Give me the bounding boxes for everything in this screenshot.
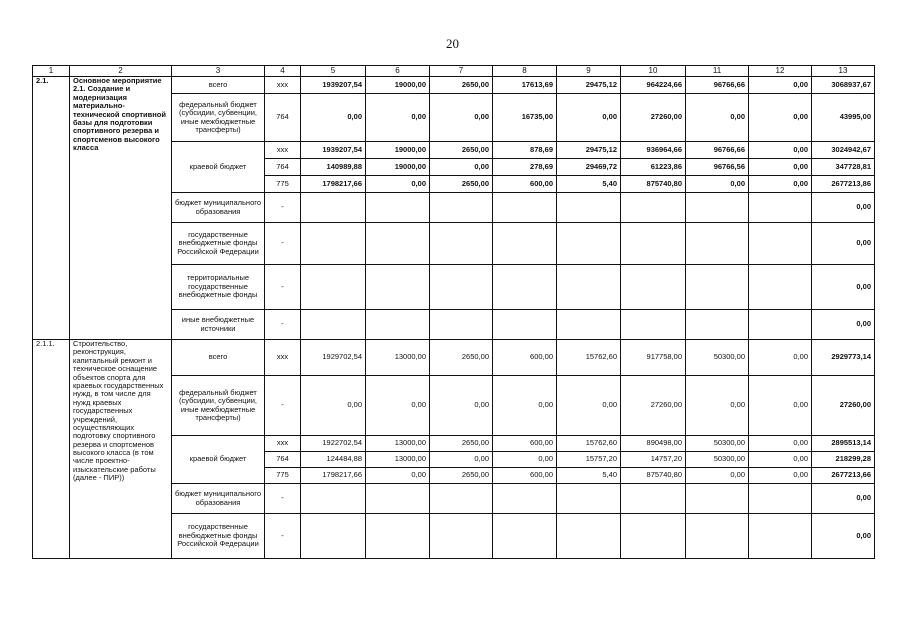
funding-source: федеральный бюджет (субсидии, субвенции, иные межбюджетные трансферты) <box>172 94 265 142</box>
value-cell <box>301 514 366 559</box>
total-cell: 2677213,86 <box>812 176 875 193</box>
value-cell: 278,69 <box>493 159 557 176</box>
value-cell <box>749 310 812 340</box>
value-cell: 0,00 <box>301 376 366 436</box>
value-cell <box>366 193 430 223</box>
value-cell: 13000,00 <box>366 436 430 452</box>
funding-source: федеральный бюджет (субсидии, субвенции, иные межбюджетные трансферты) <box>172 376 265 436</box>
value-cell: 2650,00 <box>430 142 493 159</box>
budget-code: xxx <box>265 77 301 94</box>
value-cell: 96766,56 <box>686 159 749 176</box>
value-cell: 29469,72 <box>557 159 621 176</box>
value-cell <box>301 223 366 265</box>
value-cell: 124484,88 <box>301 452 366 468</box>
value-cell: 0,00 <box>749 452 812 468</box>
value-cell: 15757,20 <box>557 452 621 468</box>
value-cell: 27260,00 <box>621 94 686 142</box>
value-cell: 600,00 <box>493 468 557 484</box>
value-cell: 0,00 <box>366 176 430 193</box>
value-cell <box>301 193 366 223</box>
column-header: 4 <box>265 66 301 77</box>
funding-source: всего <box>172 340 265 376</box>
column-header: 1 <box>33 66 70 77</box>
column-header: 5 <box>301 66 366 77</box>
value-cell <box>430 193 493 223</box>
value-cell: 140989,88 <box>301 159 366 176</box>
value-cell <box>366 265 430 310</box>
funding-source: всего <box>172 77 265 94</box>
value-cell: 1939207,54 <box>301 142 366 159</box>
value-cell <box>301 484 366 514</box>
value-cell: 0,00 <box>557 376 621 436</box>
value-cell: 0,00 <box>749 159 812 176</box>
value-cell: 2650,00 <box>430 468 493 484</box>
budget-code: 764 <box>265 94 301 142</box>
value-cell <box>749 514 812 559</box>
value-cell <box>557 514 621 559</box>
column-header: 10 <box>621 66 686 77</box>
total-cell: 27260,00 <box>812 376 875 436</box>
budget-code: - <box>265 484 301 514</box>
value-cell: 0,00 <box>366 376 430 436</box>
value-cell <box>557 193 621 223</box>
budget-code: - <box>265 514 301 559</box>
value-cell <box>557 484 621 514</box>
value-cell <box>301 310 366 340</box>
value-cell: 96766,66 <box>686 142 749 159</box>
value-cell: 0,00 <box>430 159 493 176</box>
value-cell <box>557 223 621 265</box>
funding-source: государственные внебюджетные фонды Российской Федерации <box>172 223 265 265</box>
value-cell: 0,00 <box>366 94 430 142</box>
value-cell: 96766,66 <box>686 77 749 94</box>
value-cell: 27260,00 <box>621 376 686 436</box>
budget-code: xxx <box>265 340 301 376</box>
value-cell: 0,00 <box>749 176 812 193</box>
value-cell: 1939207,54 <box>301 77 366 94</box>
value-cell: 878,69 <box>493 142 557 159</box>
total-cell: 218299,28 <box>812 452 875 468</box>
table-row <box>33 340 875 376</box>
column-number-row <box>33 66 875 77</box>
funding-source: территориальные государственные внебюджетные фонды <box>172 265 265 310</box>
value-cell <box>493 310 557 340</box>
total-cell: 0,00 <box>812 514 875 559</box>
value-cell: 0,00 <box>686 94 749 142</box>
value-cell <box>301 265 366 310</box>
budget-code: 764 <box>265 452 301 468</box>
value-cell <box>686 484 749 514</box>
value-cell: 50300,00 <box>686 340 749 376</box>
value-cell: 17613,69 <box>493 77 557 94</box>
value-cell: 0,00 <box>557 94 621 142</box>
total-cell: 0,00 <box>812 193 875 223</box>
value-cell: 0,00 <box>749 142 812 159</box>
value-cell: 16735,00 <box>493 94 557 142</box>
table-row <box>33 77 875 94</box>
value-cell <box>749 193 812 223</box>
column-header: 12 <box>749 66 812 77</box>
value-cell <box>366 484 430 514</box>
value-cell: 0,00 <box>749 94 812 142</box>
value-cell: 0,00 <box>749 376 812 436</box>
value-cell: 0,00 <box>749 77 812 94</box>
column-header: 8 <box>493 66 557 77</box>
value-cell <box>686 223 749 265</box>
value-cell <box>686 265 749 310</box>
column-header: 7 <box>430 66 493 77</box>
value-cell <box>686 193 749 223</box>
value-cell: 0,00 <box>749 468 812 484</box>
value-cell <box>621 223 686 265</box>
value-cell: 19000,00 <box>366 77 430 94</box>
value-cell: 0,00 <box>749 340 812 376</box>
column-header: 13 <box>812 66 875 77</box>
value-cell <box>686 310 749 340</box>
budget-code: - <box>265 193 301 223</box>
value-cell: 1798217,66 <box>301 176 366 193</box>
total-cell: 2677213,66 <box>812 468 875 484</box>
value-cell: 5,40 <box>557 176 621 193</box>
budget-code: 775 <box>265 468 301 484</box>
value-cell: 600,00 <box>493 436 557 452</box>
value-cell: 50300,00 <box>686 452 749 468</box>
value-cell <box>557 310 621 340</box>
value-cell: 0,00 <box>686 376 749 436</box>
value-cell: 1922702,54 <box>301 436 366 452</box>
total-cell: 2895513,14 <box>812 436 875 452</box>
value-cell <box>557 265 621 310</box>
value-cell <box>621 310 686 340</box>
value-cell: 13000,00 <box>366 340 430 376</box>
item-name: Строительство, реконструкция, капитальный ремонт и техническое оснащение объектов спорта для краевых государственных нужд, в том числе для нужд краевых государственных учреждений, осуществляющих подготовку спортивного резерва и спортсменов высокого класса (в том числе проектно-изыскательские работы (далее - ПИР)) <box>70 340 172 559</box>
value-cell: 917758,00 <box>621 340 686 376</box>
value-cell <box>621 484 686 514</box>
value-cell: 15762,60 <box>557 340 621 376</box>
value-cell: 0,00 <box>430 94 493 142</box>
total-cell: 0,00 <box>812 484 875 514</box>
value-cell: 0,00 <box>493 452 557 468</box>
value-cell <box>430 514 493 559</box>
value-cell: 1929702,54 <box>301 340 366 376</box>
funding-source: иные внебюджетные источники <box>172 310 265 340</box>
budget-code: - <box>265 376 301 436</box>
value-cell: 0,00 <box>430 376 493 436</box>
value-cell: 0,00 <box>430 452 493 468</box>
value-cell: 890498,00 <box>621 436 686 452</box>
column-header: 2 <box>70 66 172 77</box>
funding-source: бюджет муниципального образования <box>172 193 265 223</box>
funding-source: краевой бюджет <box>172 142 265 193</box>
value-cell: 13000,00 <box>366 452 430 468</box>
value-cell: 19000,00 <box>366 159 430 176</box>
column-header: 6 <box>366 66 430 77</box>
value-cell <box>749 265 812 310</box>
column-header: 11 <box>686 66 749 77</box>
total-cell: 0,00 <box>812 223 875 265</box>
budget-code: - <box>265 265 301 310</box>
value-cell: 2650,00 <box>430 436 493 452</box>
item-name: Основное мероприятие 2.1. Создание и модернизация материально-технической спортивной базы для подготовки спортивного резерва и спортсменов высокого класса <box>70 77 172 340</box>
value-cell: 600,00 <box>493 176 557 193</box>
funding-source: государственные внебюджетные фонды Российской Федерации <box>172 514 265 559</box>
value-cell <box>621 265 686 310</box>
budget-code: 775 <box>265 176 301 193</box>
value-cell: 0,00 <box>493 376 557 436</box>
budget-code: - <box>265 310 301 340</box>
total-cell: 43995,00 <box>812 94 875 142</box>
value-cell: 2650,00 <box>430 340 493 376</box>
value-cell: 29475,12 <box>557 142 621 159</box>
budget-table <box>32 65 875 559</box>
value-cell: 5,40 <box>557 468 621 484</box>
value-cell <box>621 514 686 559</box>
budget-code: - <box>265 223 301 265</box>
budget-code: 764 <box>265 159 301 176</box>
value-cell: 1798217,66 <box>301 468 366 484</box>
total-cell: 3024942,67 <box>812 142 875 159</box>
value-cell <box>366 310 430 340</box>
budget-code: xxx <box>265 436 301 452</box>
item-code: 2.1.1. <box>33 340 70 559</box>
value-cell <box>366 514 430 559</box>
value-cell: 600,00 <box>493 340 557 376</box>
value-cell: 29475,12 <box>557 77 621 94</box>
value-cell: 964224,66 <box>621 77 686 94</box>
column-header: 3 <box>172 66 265 77</box>
value-cell: 0,00 <box>686 176 749 193</box>
value-cell <box>493 514 557 559</box>
value-cell <box>749 484 812 514</box>
total-cell: 347728,81 <box>812 159 875 176</box>
funding-source: краевой бюджет <box>172 436 265 484</box>
funding-source: бюджет муниципального образования <box>172 484 265 514</box>
value-cell: 0,00 <box>366 468 430 484</box>
value-cell <box>749 223 812 265</box>
value-cell: 2650,00 <box>430 77 493 94</box>
value-cell <box>493 484 557 514</box>
value-cell: 875740,80 <box>621 468 686 484</box>
total-cell: 0,00 <box>812 310 875 340</box>
value-cell: 14757,20 <box>621 452 686 468</box>
value-cell: 875740,80 <box>621 176 686 193</box>
value-cell: 50300,00 <box>686 436 749 452</box>
value-cell: 2650,00 <box>430 176 493 193</box>
value-cell <box>621 193 686 223</box>
value-cell <box>366 223 430 265</box>
value-cell <box>430 310 493 340</box>
budget-code: xxx <box>265 142 301 159</box>
value-cell <box>686 514 749 559</box>
page-number: 20 <box>446 36 459 51</box>
value-cell <box>493 223 557 265</box>
value-cell: 0,00 <box>686 468 749 484</box>
value-cell: 61223,86 <box>621 159 686 176</box>
total-cell: 3068937,67 <box>812 77 875 94</box>
item-code: 2.1. <box>33 77 70 340</box>
value-cell <box>430 265 493 310</box>
value-cell: 936964,66 <box>621 142 686 159</box>
value-cell <box>430 223 493 265</box>
column-header: 9 <box>557 66 621 77</box>
value-cell <box>430 484 493 514</box>
value-cell <box>493 193 557 223</box>
value-cell <box>493 265 557 310</box>
value-cell: 19000,00 <box>366 142 430 159</box>
value-cell: 0,00 <box>749 436 812 452</box>
value-cell: 0,00 <box>301 94 366 142</box>
value-cell: 15762,60 <box>557 436 621 452</box>
total-cell: 0,00 <box>812 265 875 310</box>
total-cell: 2929773,14 <box>812 340 875 376</box>
